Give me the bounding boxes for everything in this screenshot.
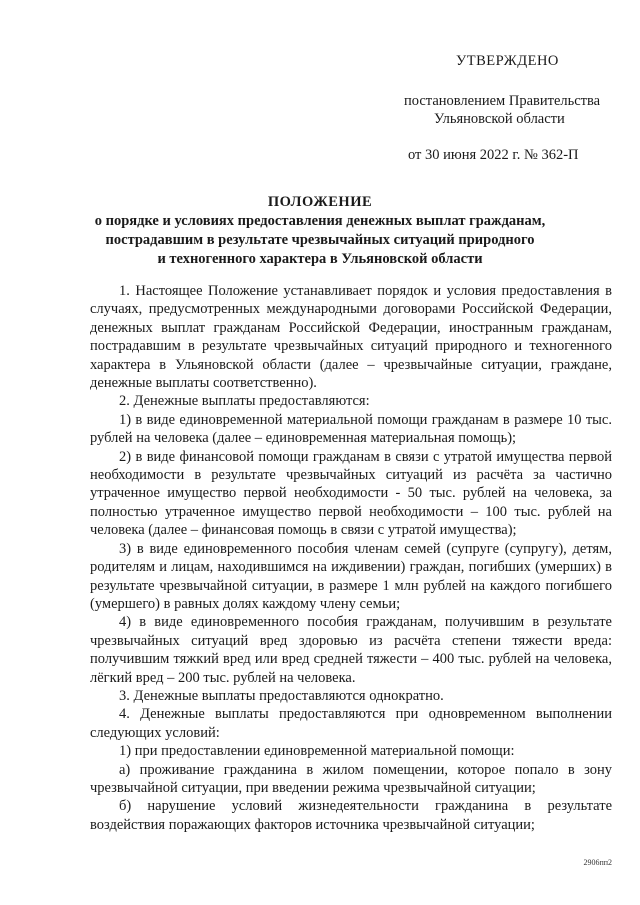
approval-by-line-1: постановлением Правительства [404, 93, 601, 109]
document-body [90, 282, 612, 834]
approval-by-line-2: Ульяновской области [434, 111, 565, 127]
paragraph-2: 2. Денежные выплаты предоставляются: [119, 393, 370, 410]
title-line-2: пострадавшим в результате чрезвычайных ситуаций природного [105, 232, 535, 248]
footer-code: 2906пп2 [583, 858, 612, 867]
title-line-1: о порядке и условиях предоставления денежных выплат гражданам, [94, 213, 546, 229]
paragraph-2-3: 3) в виде единовременного пособия членам семей (супруге (супругу), детям, родителям и лицам, находившимся на иждивении) граждан, погибших (умерших) в результате чрезвычайной ситуации, в размере 1 млн рублей на каждого погибшего (умершего) в равных долях каждому члену семьи; [90, 540, 612, 612]
paragraph-1: 1. Настоящее Положение устанавливает порядок и условия предоставления в случаях, предусмотренных международными договорами Российской Федерации, денежных выплат гражданам Российской Федерации, иностранным гражданам, пострадавшим в результате чрезвычайных ситуаций природного и техногенного характера в Ульяновской области (далее – чрезвычайные ситуации, граждане, денежные выплаты соответственно). [90, 283, 612, 392]
approval-stamp: УТВЕРЖДЕНО [456, 53, 559, 69]
title-line-0: ПОЛОЖЕНИЕ [267, 194, 373, 210]
paragraph-2-1: 1) в виде единовременной материальной помощи гражданам в размере 10 тыс. рублей на человека (далее – единовременная материальная помощь); [90, 411, 612, 447]
document-title [60, 193, 580, 269]
paragraph-4-1: 1) при предоставлении единовременной материальной помощи: [119, 743, 515, 760]
paragraph-4: 4. Денежные выплаты предоставляются при одновременном выполнении следующих условий: [90, 706, 612, 741]
paragraph-2-2: 2) в виде финансовой помощи гражданам в связи с утратой имущества первой необходимости в результате чрезвычайных ситуаций из расчёта за частично утраченное имущество первой необходимости - 50 тыс. рублей на человека, за полностью утраченное имущество первой необходимости – 100 тыс. рублей на человека (далее – финансовая помощь в связи с утратой имущества); [90, 448, 612, 539]
approval-date-line: от 30 июня 2022 г. № 362-П [408, 147, 579, 163]
paragraph-4-1-a: а) проживание гражданина в жилом помещении, которое попало в зону чрезвычайной ситуации, при введении режима чрезвычайной ситуации; [90, 761, 612, 796]
paragraph-4-1-b: б) нарушение условий жизнедеятельности гражданина в результате воздействия поражающих факторов источника чрезвычайной ситуации; [90, 798, 612, 833]
paragraph-3: 3. Денежные выплаты предоставляются однократно. [119, 687, 444, 704]
title-line-3: и техногенного характера в Ульяновской области [157, 251, 483, 267]
paragraph-2-4: 4) в виде единовременного пособия гражданам, получившим в результате чрезвычайных ситуаций вред здоровью из расчёта степени тяжести вреда: получившим тяжкий вред или вред средней тяжести – 400 тыс. рублей на человека, лёгкий вред – 200 тыс. рублей на человека. [90, 614, 612, 686]
